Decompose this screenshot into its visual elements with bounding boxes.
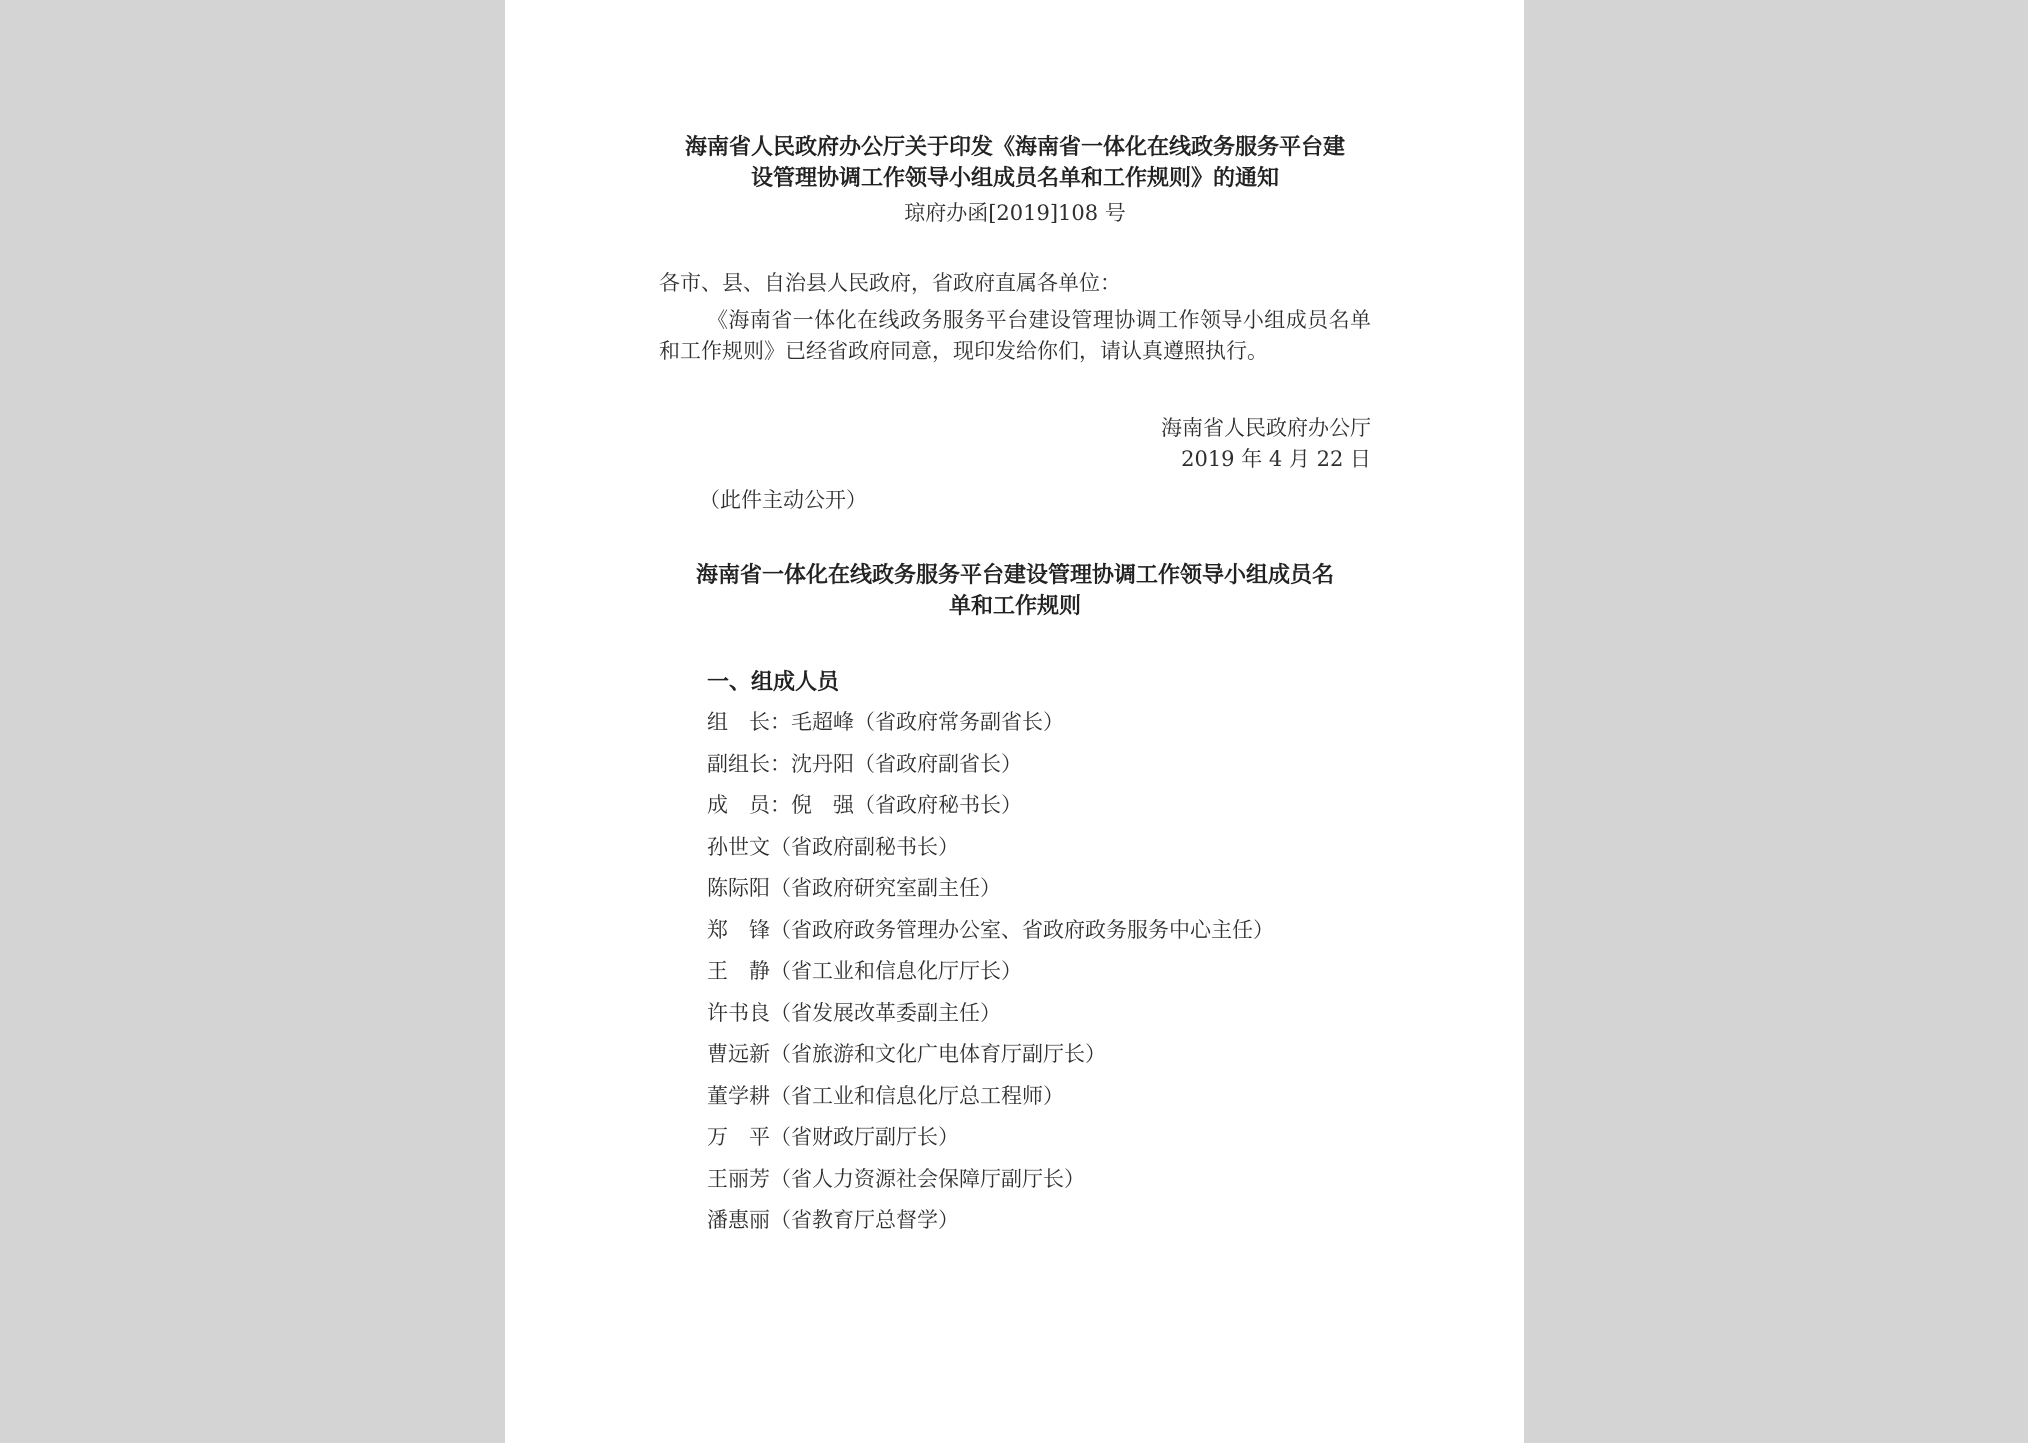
notice-title xyxy=(659,132,1371,194)
member-item: 组 长：毛超峰（省政府常务副省长） xyxy=(707,710,1064,734)
member-item: 成 员：倪 强（省政府秘书长） xyxy=(707,793,1022,817)
issuing-authority: 海南省人民政府办公厅 xyxy=(1161,416,1371,440)
attachment-title-line-2: 单和工作规则 xyxy=(948,593,1081,619)
member-item: 曹远新（省旅游和文化广电体育厅副厅长） xyxy=(707,1042,1106,1066)
attachment-title xyxy=(659,560,1371,622)
attachment-title-line-1: 海南省一体化在线政务服务平台建设管理协调工作领导小组成员名 xyxy=(695,562,1334,588)
member-item: 万 平（省财政厅副厅长） xyxy=(707,1125,959,1149)
notice-title-line-1: 海南省人民政府办公厅关于印发《海南省一体化在线政务服务平台建 xyxy=(684,134,1345,160)
member-item: 陈际阳（省政府研究室副主任） xyxy=(707,876,1001,900)
section-heading: 一、组成人员 xyxy=(707,669,840,695)
member-item: 王 静（省工业和信息化厅厅长） xyxy=(707,959,1022,983)
notice-body: 《海南省一体化在线政务服务平台建设管理协调工作领导小组成员名单和工作规则》已经省政府同意，现印发给你们，请认真遵照执行。 xyxy=(659,308,1371,363)
document-page xyxy=(505,0,1524,1443)
member-item: 副组长：沈丹阳（省政府副省长） xyxy=(707,751,1022,776)
member-item: 潘惠丽（省教育厅总督学） xyxy=(707,1208,959,1232)
member-item: 王丽芳（省人力资源社会保障厅副厅长） xyxy=(707,1166,1085,1191)
member-item: 孙世文（省政府副秘书长） xyxy=(707,834,959,859)
signature-block xyxy=(659,413,1371,475)
document-number: 琼府办函[2019]108 号 xyxy=(904,201,1126,225)
member-list xyxy=(659,702,1371,1242)
member-item: 许书良（省发展改革委副主任） xyxy=(707,1000,1001,1025)
issue-date: 2019 年 4 月 22 日 xyxy=(1181,447,1371,471)
member-item: 董学耕（省工业和信息化厅总工程师） xyxy=(707,1083,1064,1108)
document-content xyxy=(659,132,1371,1242)
disclosure-note: （此件主动公开） xyxy=(699,488,867,512)
salutation: 各市、县、自治县人民政府，省政府直属各单位： xyxy=(659,271,1121,295)
member-item: 郑 锋（省政府政务管理办公室、省政府政务服务中心主任） xyxy=(707,917,1274,942)
notice-title-line-2: 设管理协调工作领导小组成员名单和工作规则》的通知 xyxy=(750,165,1279,191)
